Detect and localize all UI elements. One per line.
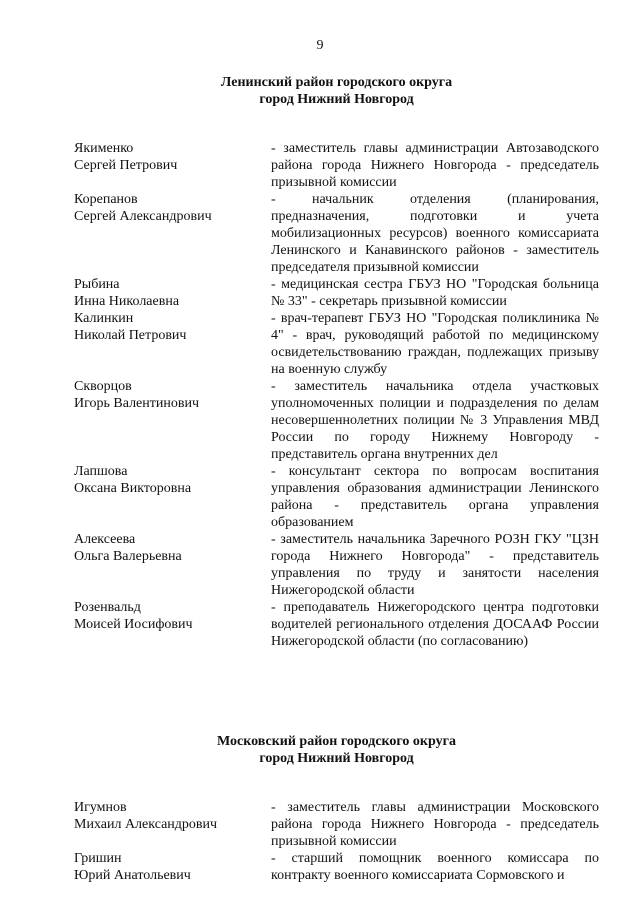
member-surname: Якименко (74, 141, 134, 156)
section-title-line2: город Нижний Новгород (259, 751, 414, 766)
member-given-name: Ольга Валерьевна (74, 549, 182, 564)
member-role: - заместитель начальника Заречного РОЗН ГКУ "ЦЗН города Нижнего Новгорода" - представитель управления по труду и занятости населения Нижегородской области (271, 532, 599, 598)
member-given-name: Михаил Александрович (74, 817, 218, 832)
member-role: - врач-терапевт ГБУЗ НО "Городская поликлиника № 4" - врач, руководящий работой по медицинскому освидетельствованию граждан, подлежащих призыву на военную службу (271, 311, 599, 377)
district-section-leninsky (74, 74, 599, 650)
member-name (74, 850, 271, 884)
member-surname: Игумнов (74, 800, 127, 815)
section-title-line2: город Нижний Новгород (259, 92, 414, 107)
member-surname: Калинкин (74, 311, 134, 326)
member-surname: Корепанов (74, 192, 138, 207)
member-name (74, 140, 271, 174)
member-given-name: Оксана Викторовна (74, 481, 192, 496)
member-surname: Скворцов (74, 379, 132, 394)
member-role: - преподаватель Нижегородского центра подготовки водителей регионального отделения ДОСААФ России Нижегородской области (по согласованию) (271, 600, 599, 649)
member-name (74, 191, 271, 225)
member-row (74, 531, 599, 599)
member-row (74, 310, 599, 378)
member-given-name: Сергей Петрович (74, 158, 178, 173)
section-title (74, 733, 599, 767)
member-given-name: Моисей Иосифович (74, 617, 193, 632)
member-role: - медицинская сестра ГБУЗ НО "Городская больница № 33" - секретарь призывной комиссии (271, 277, 599, 309)
member-given-name: Юрий Анатольевич (74, 868, 191, 883)
member-row (74, 463, 599, 531)
member-role: - заместитель главы администрации Московского района города Нижнего Новгорода - председатель призывной комиссии (271, 800, 599, 849)
member-name (74, 799, 271, 833)
member-given-name: Игорь Валентинович (74, 396, 200, 411)
member-row (74, 850, 599, 884)
member-role: - консультант сектора по вопросам воспитания управления образования администрации Ленинского района - представитель органа управления образованием (271, 464, 599, 530)
member-row (74, 799, 599, 850)
member-surname: Гришин (74, 851, 122, 866)
member-name (74, 276, 271, 310)
page-number: 9 (316, 38, 324, 53)
member-row (74, 140, 599, 191)
member-name (74, 531, 271, 565)
member-name (74, 463, 271, 497)
member-given-name: Сергей Александрович (74, 209, 212, 224)
member-role: - старший помощник военного комиссара по контракту военного комиссариата Сормовского и (271, 851, 599, 883)
member-surname: Рыбина (74, 277, 120, 292)
member-surname: Розенвальд (74, 600, 141, 615)
member-row (74, 191, 599, 276)
member-surname: Лапшова (74, 464, 128, 479)
section-title-line1: Ленинский район городского округа (220, 75, 453, 90)
member-name (74, 378, 271, 412)
member-given-name: Инна Николаевна (74, 294, 180, 309)
member-name (74, 599, 271, 633)
section-title-line1: Московский район городского округа (217, 734, 456, 749)
member-given-name: Николай Петрович (74, 328, 187, 343)
member-role: - заместитель главы администрации Автозаводского района города Нижнего Новгорода - председатель призывной комиссии (271, 141, 599, 190)
section-title (74, 74, 599, 108)
member-row (74, 276, 599, 310)
member-row (74, 599, 599, 650)
members-list (74, 140, 599, 650)
district-section-moskovsky (74, 733, 599, 884)
member-row (74, 378, 599, 463)
member-name (74, 310, 271, 344)
member-role: - начальник отделения (планирования, предназначения, подготовки и учета мобилизационных ресурсов) военного комиссариата Ленинского и Канавинского районов - заместитель председателя призывной комиссии (271, 192, 599, 275)
member-surname: Алексеева (74, 532, 136, 547)
member-role: - заместитель начальника отдела участковых уполномоченных полиции и подразделения по делам несовершеннолетних полиции № 3 Управления МВД России по городу Нижнему Новгороду - представитель органа внутренних дел (271, 379, 599, 462)
members-list (74, 799, 599, 884)
